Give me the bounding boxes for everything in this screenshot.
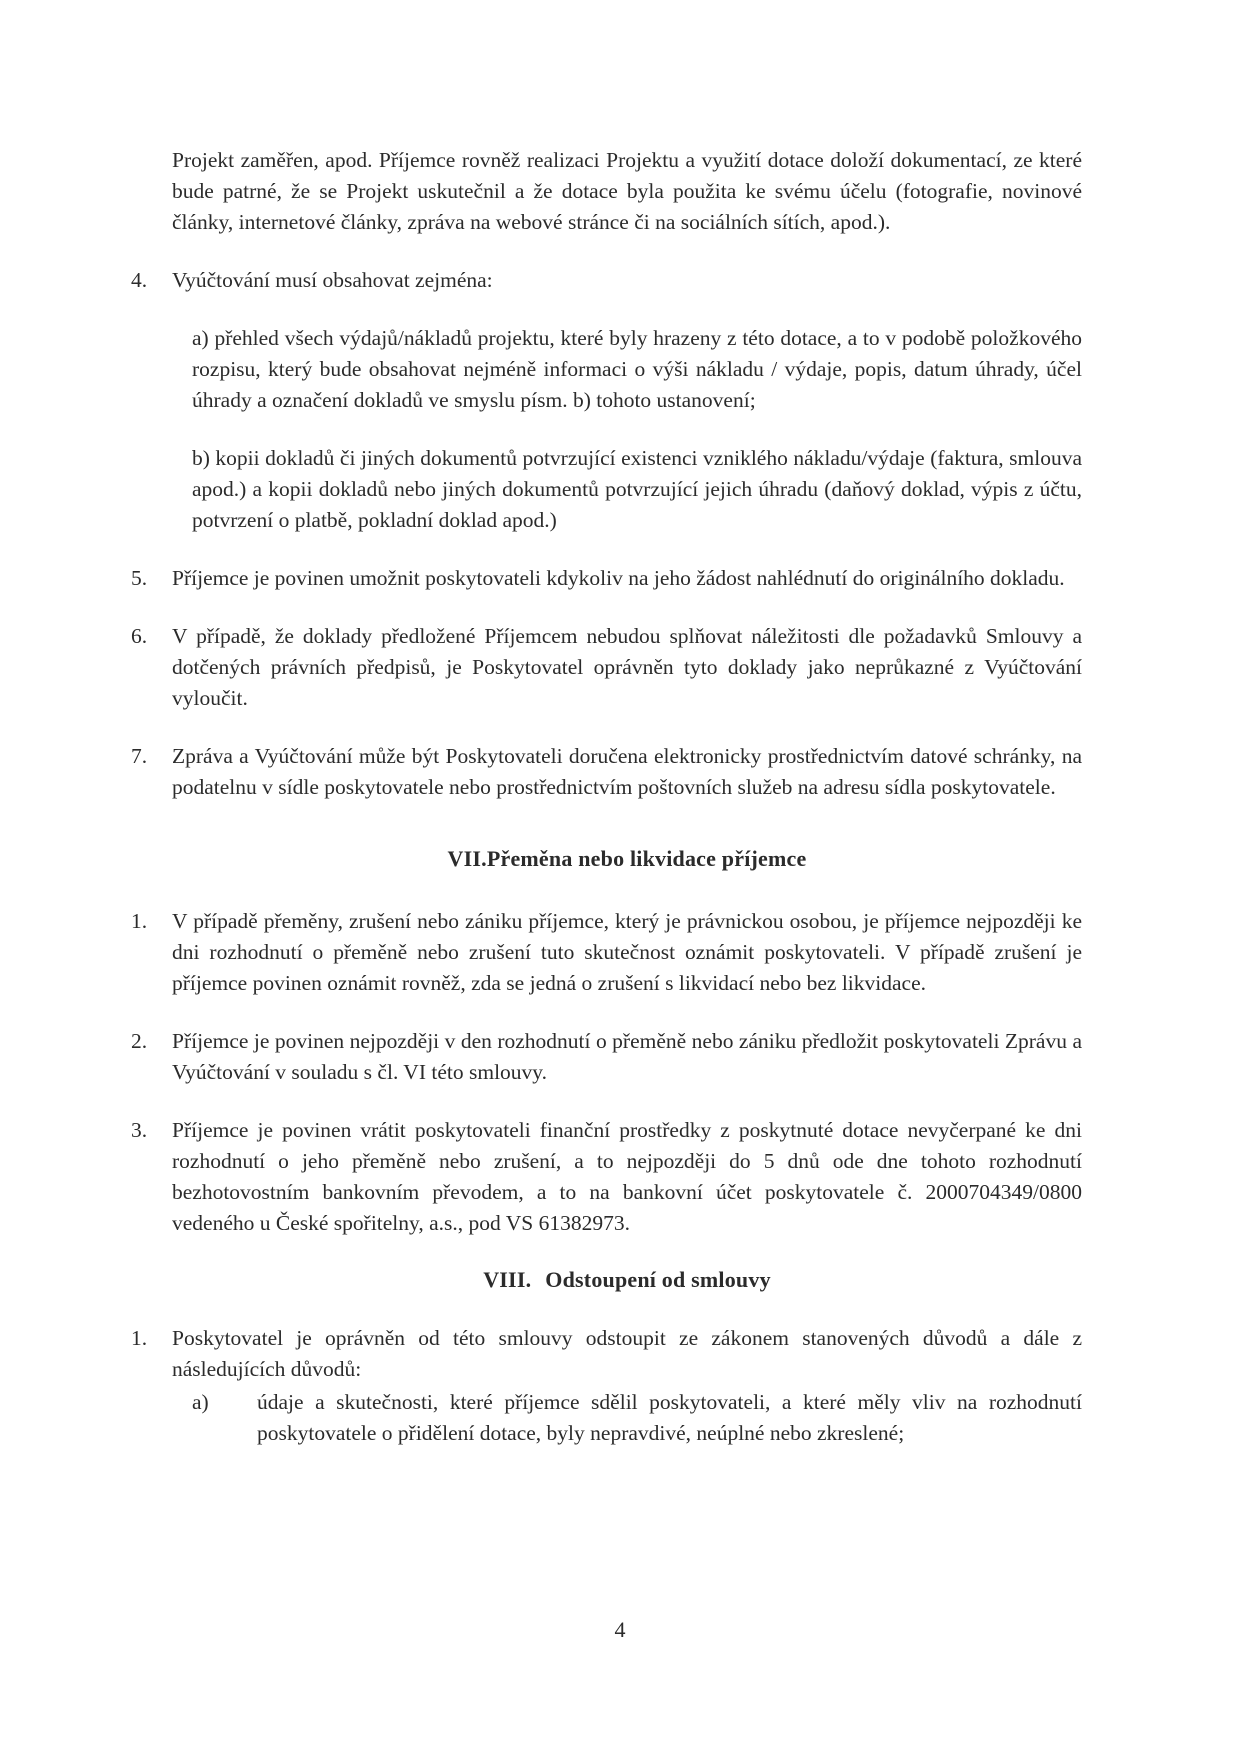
clause-6: [131, 621, 1082, 714]
clause-number: 2.: [131, 1029, 148, 1053]
clause-text: V případě, že doklady předložené Příjemcem nebudou splňovat náležitosti dle požadavků Smlouvy a dotčených právních předpisů, je Poskytovatel oprávněn tyto doklady jako neprůkazné z Vyúčtování vyloučit.: [172, 624, 1082, 710]
clause-text: V případě přeměny, zrušení nebo zániku příjemce, který je právnickou osobou, je příjemce nejpozději ke dni rozhodnutí o přeměně nebo zrušení tuto skutečnost oznámit poskytovateli. V případě zrušení je příjemce povinen oznámit rovněž, zda se jedná o zrušení s likvidací nebo bez likvidace.: [172, 909, 1082, 995]
clause-text: Příjemce je povinen nejpozději v den rozhodnutí o přeměně nebo zániku předložit poskytovateli Zprávu a Vyúčtování v souladu s čl. VI této smlouvy.: [172, 1029, 1082, 1084]
clause-vii-2: [131, 1026, 1082, 1088]
intro-paragraph: Projekt zaměřen, apod. Příjemce rovněž realizaci Projektu a využití dotace doloží dokumentací, ze které bude patrné, že se Projekt uskutečnil a že dotace byla použita ke svému účelu (fotografie, novinové články, internetové články, zpráva na webové stránce či na sociálních sítích, apod.).: [172, 148, 1082, 234]
clause-text: Vyúčtování musí obsahovat zejména:: [172, 268, 493, 292]
clause-vii-1: [131, 906, 1082, 999]
subitem-b: b) kopii dokladů či jiných dokumentů potvrzující existenci vzniklého nákladu/výdaje (faktura, smlouva apod.) a kopii dokladů nebo jiných dokumentů potvrzující jejich úhradu (daňový doklad, výpis z účtu, potvrzení o platbě, pokladní doklad apod.): [192, 446, 1082, 532]
clause-viii-1: [131, 1323, 1082, 1385]
clause-text: Příjemce je povinen umožnit poskytovateli kdykoliv na jeho žádost nahlédnutí do originálního dokladu.: [172, 566, 1065, 590]
clause-number: 6.: [131, 624, 148, 648]
clause-number: 1.: [131, 1326, 148, 1350]
subitem-letter: a): [192, 1390, 209, 1414]
clause-number: 3.: [131, 1118, 148, 1142]
clause-number: 5.: [131, 566, 148, 590]
subitem-a: a) přehled všech výdajů/nákladů projektu, které byly hrazeny z této dotace, a to v podobě položkového rozpisu, který bude obsahovat nejméně informaci o výši nákladu / výdaje, popis, datum úhrady, účel úhrady a označení dokladů ve smyslu písm. b) tohoto ustanovení;: [192, 326, 1082, 412]
document-body: [131, 145, 1082, 1449]
section-heading-title: Odstoupení od smlouvy: [545, 1267, 771, 1292]
clause-text: Zpráva a Vyúčtování může být Poskytovateli doručena elektronicky prostřednictvím datové schránky, na podatelnu v sídle poskytovatele nebo prostřednictvím poštovních služeb na adresu sídla poskytovatele.: [172, 744, 1082, 799]
page-number: 4: [614, 1617, 626, 1642]
clause-number: 7.: [131, 744, 148, 768]
clause-text: Poskytovatel je oprávněn od této smlouvy odstoupit ze zákonem stanovených důvodů a dále z následujících důvodů:: [172, 1326, 1082, 1381]
section-heading-number: VIII.: [483, 1267, 532, 1292]
subitem-text: údaje a skutečnosti, které příjemce sdělil poskytovateli, a které měly vliv na rozhodnutí poskytovatele o přidělení dotace, byly nepravdivé, neúplné nebo zkreslené;: [257, 1390, 1082, 1445]
clause-5: [131, 563, 1082, 594]
section-heading-vii: VII.Přeměna nebo likvidace příjemce: [447, 846, 807, 871]
clause-text: Příjemce je povinen vrátit poskytovateli finanční prostředky z poskytnuté dotace nevyčerpané ke dni rozhodnutí o jeho přeměně nebo zrušení, a to nejpozději do 5 dnů ode dne tohoto rozhodnutí bezhotovostním bankovním převodem, a to na bankovní účet poskytovatele č. 2000704349/0800 vedeného u České spořitelny, a.s., pod VS 61382973.: [172, 1118, 1082, 1235]
clause-viii-1-a: [172, 1387, 1082, 1449]
clause-vii-3: [131, 1115, 1082, 1239]
clause-4: [131, 265, 1082, 296]
clause-number: 4.: [131, 268, 148, 292]
clause-7: [131, 741, 1082, 803]
clause-number: 1.: [131, 909, 148, 933]
section-heading-viii: [172, 1264, 1082, 1295]
clause-4-subitems: [192, 323, 1082, 536]
